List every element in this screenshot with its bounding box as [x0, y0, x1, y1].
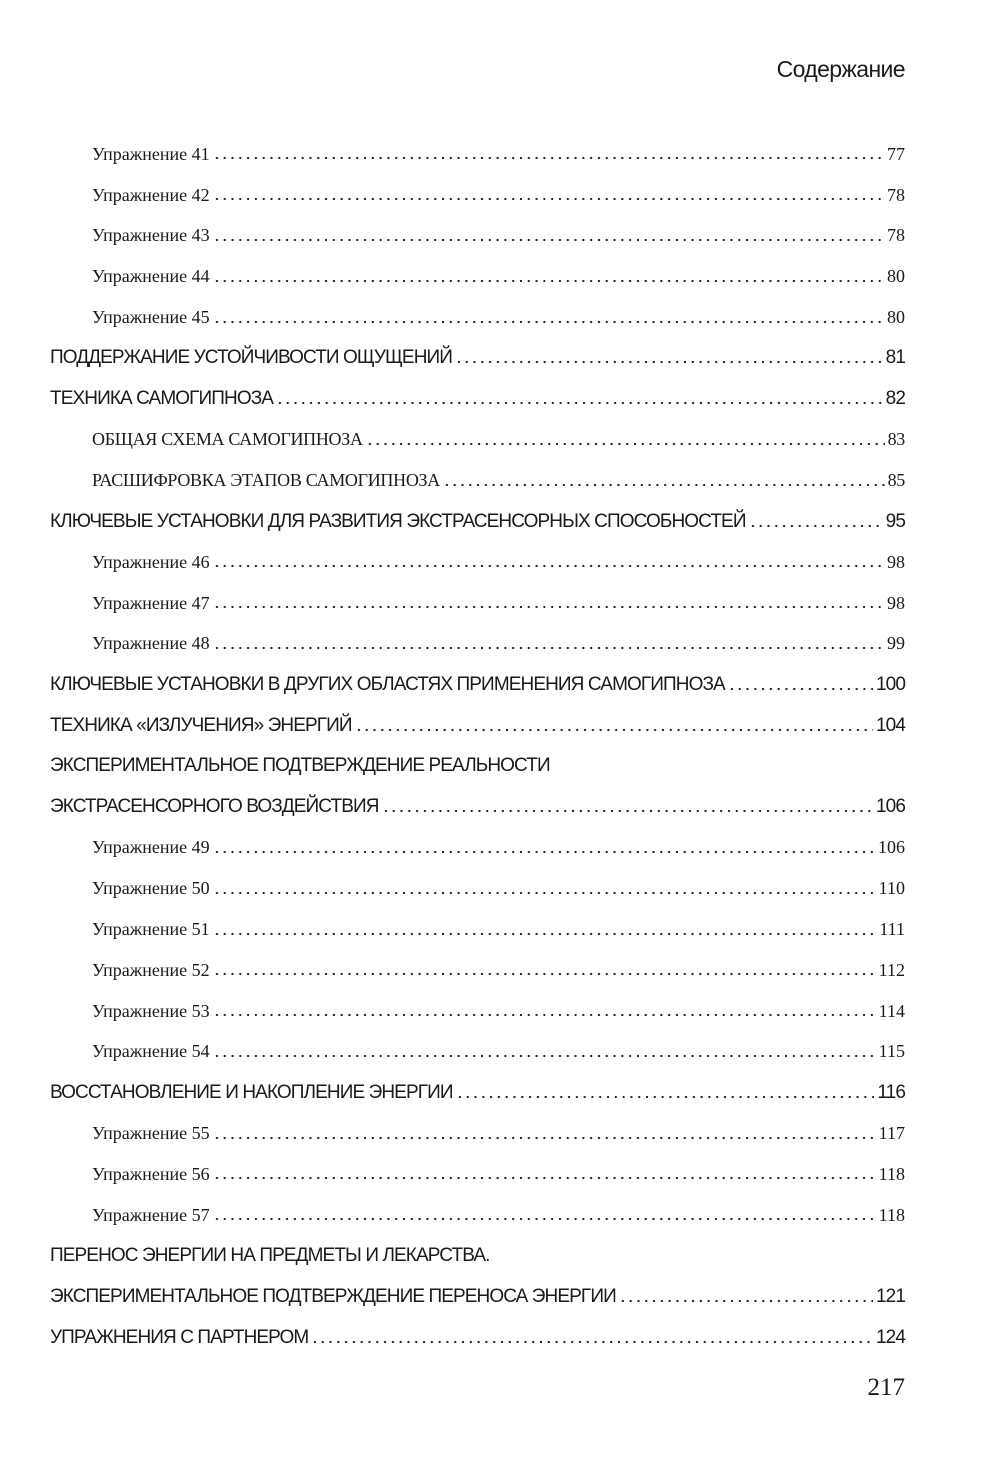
dot-leader — [455, 360, 883, 364]
dot-leader — [213, 1176, 876, 1180]
toc-entry — [50, 664, 905, 705]
toc-entry-title: КЛЮЧЕВЫЕ УСТАНОВКИ В ДРУГИХ ОБЛАСТЯХ ПРИМЕНЕНИЯ САМОГИПНОЗА — [50, 673, 725, 695]
toc-entry-page: 83 — [887, 429, 905, 450]
toc-entry-page: 95 — [885, 510, 905, 532]
toc-entry — [50, 297, 905, 338]
toc-entry-page: 117 — [878, 1123, 905, 1144]
toc-entry — [50, 134, 905, 175]
dot-leader — [213, 279, 884, 283]
toc-entry-title: Упражнение 54 — [92, 1041, 210, 1062]
toc-entry-title: ТЕХНИКА САМОГИПНОЗА — [50, 388, 274, 410]
toc-entry-title: Упражнение 47 — [92, 592, 210, 613]
toc-entry — [50, 991, 905, 1032]
toc-entry — [50, 1195, 905, 1236]
toc-entry-page: 78 — [887, 225, 905, 246]
toc-entry-title: Упражнение 50 — [92, 878, 210, 899]
dot-leader — [213, 1054, 876, 1058]
toc-entry — [50, 501, 905, 542]
toc-entry — [50, 1236, 905, 1277]
dot-leader — [213, 605, 884, 609]
toc-entry — [50, 950, 905, 991]
toc-entry-page: 78 — [887, 184, 905, 205]
toc-entry-title: РАСШИФРОВКА ЭТАПОВ САМОГИПНОЗА — [92, 470, 440, 491]
toc-entry — [50, 216, 905, 257]
toc-entry-title: ЭКСПЕРИМЕНТАЛЬНОЕ ПОДТВЕРЖДЕНИЕ ПЕРЕНОСА ЭНЕРГИИ — [50, 1285, 616, 1307]
dot-leader — [382, 809, 873, 813]
dot-leader — [213, 972, 876, 976]
toc-entry-title: Упражнение 57 — [92, 1204, 210, 1225]
toc-entry-title: Упражнение 45 — [92, 307, 210, 328]
toc-entry-page: 104 — [875, 714, 905, 736]
toc-entry — [50, 1032, 905, 1073]
toc-entry — [50, 1276, 905, 1317]
toc-entry-page: 99 — [887, 633, 905, 654]
toc-entry-title: Упражнение 48 — [92, 633, 210, 654]
toc-entry-title: Упражнение 44 — [92, 266, 210, 287]
toc-entry-title: Упражнение 49 — [92, 837, 210, 858]
toc-entry — [50, 1072, 905, 1113]
toc-entry — [50, 583, 905, 624]
toc-entry-page: 98 — [887, 551, 905, 572]
toc-entry-page: 82 — [885, 388, 905, 410]
toc-entry-title: ЭКСТРАСЕНСОРНОГО ВОЗДЕЙСТВИЯ — [50, 796, 379, 818]
dot-leader — [311, 1340, 873, 1344]
toc-entry-title: ПЕРЕНОС ЭНЕРГИИ НА ПРЕДМЕТЫ И ЛЕКАРСТВА. — [50, 1244, 490, 1266]
dot-leader — [456, 1095, 875, 1099]
toc-entry — [50, 379, 905, 420]
toc-entry — [50, 1317, 905, 1358]
toc-entry-title: ТЕХНИКА «ИЗЛУЧЕНИЯ» ЭНЕРГИЙ — [50, 714, 352, 736]
toc-entry-title: КЛЮЧЕВЫЕ УСТАНОВКИ ДЛЯ РАЗВИТИЯ ЭКСТРАСЕНСОРНЫХ СПОСОБНОСТЕЙ — [50, 510, 746, 532]
toc-entry-title: ВОССТАНОВЛЕНИЕ И НАКОПЛЕНИЕ ЭНЕРГИИ — [50, 1081, 453, 1103]
dot-leader — [443, 483, 885, 487]
toc-entry-page: 114 — [878, 1000, 905, 1021]
dot-leader — [213, 320, 884, 324]
dot-leader — [213, 1013, 876, 1017]
toc-entry-page: 98 — [887, 592, 905, 613]
dot-leader — [276, 401, 883, 405]
toc-entry — [50, 256, 905, 297]
toc-entry-page: 124 — [875, 1326, 905, 1348]
running-header: Содержание — [776, 56, 905, 82]
dot-leader — [728, 687, 873, 691]
toc-entry-title: Упражнение 51 — [92, 919, 210, 940]
dot-leader — [213, 850, 875, 854]
toc-entry-page: 121 — [875, 1285, 905, 1307]
toc-entry-title: Упражнение 41 — [92, 143, 210, 164]
toc-entry-title: Упражнение 43 — [92, 225, 210, 246]
toc-entry-page: 81 — [885, 347, 905, 369]
toc-entry — [50, 420, 905, 461]
toc-entry-title: ОБЩАЯ СХЕМА САМОГИПНОЗА — [92, 429, 363, 450]
dot-leader — [213, 197, 884, 201]
dot-leader — [213, 932, 877, 936]
dot-leader — [213, 1136, 876, 1140]
dot-leader — [749, 524, 883, 528]
toc-entry — [50, 787, 905, 828]
toc-entry — [50, 175, 905, 216]
toc-entry-title: Упражнение 55 — [92, 1123, 210, 1144]
toc-entry-page: 106 — [875, 796, 905, 818]
dot-leader — [355, 728, 873, 732]
toc-entry — [50, 828, 905, 869]
toc-entry-title: УПРАЖНЕНИЯ С ПАРТНЕРОМ — [50, 1326, 309, 1348]
toc-entry-page: 106 — [878, 837, 905, 858]
toc-entry-title: ПОДДЕРЖАНИЕ УСТОЙЧИВОСТИ ОЩУЩЕНИЙ — [50, 347, 453, 369]
toc-entry — [50, 909, 905, 950]
dot-leader — [619, 1299, 873, 1303]
dot-leader — [213, 156, 884, 160]
dot-leader — [213, 1217, 876, 1221]
toc-entry-page: 115 — [878, 1041, 905, 1062]
toc-entry-page: 100 — [875, 673, 905, 695]
toc-entry-title: ЭКСПЕРИМЕНТАЛЬНОЕ ПОДТВЕРЖДЕНИЕ РЕАЛЬНОСТИ — [50, 755, 550, 777]
toc-entry — [50, 624, 905, 665]
toc-entry — [50, 1113, 905, 1154]
toc-entry — [50, 460, 905, 501]
toc-entry — [50, 746, 905, 787]
toc-entry-page: 112 — [878, 959, 905, 980]
toc-entry-page: 111 — [879, 919, 905, 940]
dot-leader — [213, 646, 884, 650]
dot-leader — [213, 891, 876, 895]
toc-entry-title: Упражнение 46 — [92, 551, 210, 572]
page-number: 217 — [867, 1374, 905, 1401]
toc-entry-page: 116 — [877, 1081, 905, 1103]
toc-entry-title: Упражнение 53 — [92, 1000, 210, 1021]
toc-entry-title: Упражнение 42 — [92, 184, 210, 205]
toc-entry-page: 118 — [878, 1204, 905, 1225]
toc-entry-title: Упражнение 56 — [92, 1163, 210, 1184]
toc-entry-title: Упражнение 52 — [92, 959, 210, 980]
dot-leader — [366, 442, 885, 446]
table-of-contents — [50, 134, 905, 1358]
toc-entry — [50, 542, 905, 583]
toc-entry-page: 118 — [878, 1163, 905, 1184]
toc-entry — [50, 338, 905, 379]
dot-leader — [213, 238, 884, 242]
toc-entry — [50, 1154, 905, 1195]
toc-entry-page: 80 — [887, 266, 905, 287]
dot-leader — [213, 564, 884, 568]
toc-entry — [50, 705, 905, 746]
toc-entry — [50, 868, 905, 909]
toc-entry-page: 77 — [887, 143, 905, 164]
toc-entry-page: 110 — [878, 878, 905, 899]
toc-entry-page: 85 — [887, 470, 905, 491]
toc-entry-page: 80 — [887, 307, 905, 328]
